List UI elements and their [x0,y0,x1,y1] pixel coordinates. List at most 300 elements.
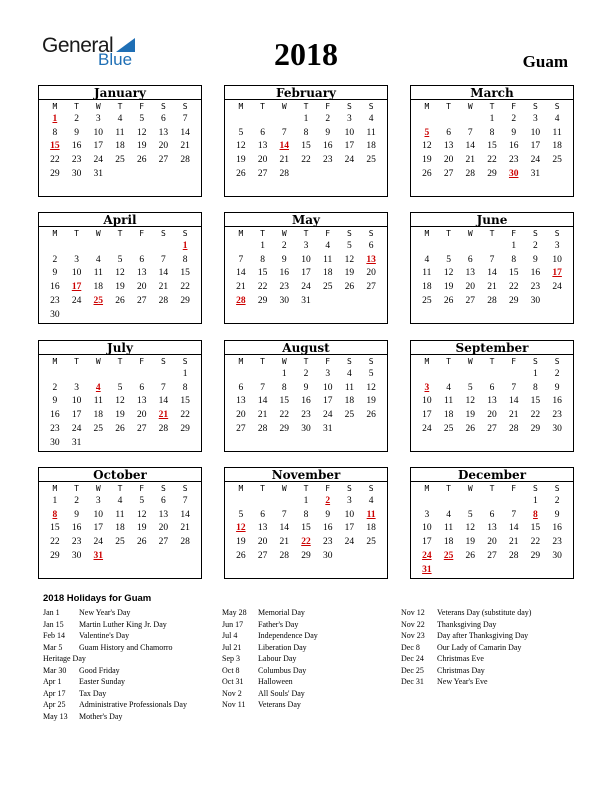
weekday-header: M [238,102,244,111]
weekday-header: T [117,102,123,111]
weekday-header: T [303,357,309,366]
holiday-date: Apr 25 [43,700,66,709]
holiday-date: Dec 31 [401,677,424,686]
day-cell: 22 [530,410,541,421]
day-cell: 10 [552,254,562,265]
day-cell: 7 [511,509,517,520]
day-cell: 13 [257,141,268,152]
day-cell: 3 [95,114,101,124]
weekday-header: T [117,484,123,493]
day-cell: 13 [136,268,147,279]
empty-cell [109,240,131,254]
month-grid [225,100,387,182]
empty-cell [230,113,252,127]
empty-cell [459,240,481,254]
day-cell: 14 [236,268,246,279]
weekday-header: T [303,229,309,238]
month-november [224,467,388,579]
day-cell: 9 [511,127,517,138]
holiday-entry [401,630,531,642]
month-grid [39,100,201,182]
day-cell: 13 [465,268,476,279]
day-cell: 5 [347,241,352,251]
month-may [224,212,388,324]
day-cell: 14 [508,523,519,534]
day-cell: 10 [422,396,432,407]
day-cell: 16 [71,523,82,534]
day-cell: 8 [511,254,517,265]
month-august [224,340,388,452]
day-cell: 15 [530,396,541,407]
empty-cell [66,240,88,254]
day-cell: 17 [93,523,104,534]
day-cell: 11 [422,268,432,279]
day-cell: 17 [344,141,355,152]
holiday-date: Jan 1 [43,608,60,617]
month-june [410,212,574,324]
month-september [410,340,574,452]
day-cell: 11 [323,254,333,265]
holiday-name: New Year's Eve [437,677,488,686]
empty-cell [416,240,438,254]
weekday-header: S [182,484,188,493]
day-cell: 4 [368,114,374,124]
day-cell: 1 [260,241,265,251]
empty-cell [438,495,460,509]
day-cell: 15 [301,523,311,534]
day-cell: 27 [158,537,169,548]
empty-cell [153,240,175,254]
holiday-entry [401,676,531,688]
day-cell: 10 [71,268,82,279]
day-cell: 24 [322,410,333,421]
holiday-entry [43,607,187,619]
holiday-date: Oct 31 [222,677,244,686]
day-cell: 12 [366,382,376,393]
day-cell: 18 [115,523,125,534]
weekday-header: M [238,357,244,366]
month-title: December [411,468,573,482]
holiday-date: Dec 8 [401,642,420,652]
day-cell: 24 [71,295,82,306]
day-cell: 28 [158,423,169,434]
weekday-header: F [325,357,331,366]
day-cell: 11 [552,127,562,138]
holiday-entry [222,619,318,631]
day-cell: 6 [139,382,145,393]
day-cell: 19 [115,410,125,421]
day-cell: 28 [508,550,519,561]
weekday-header: F [139,229,145,238]
day-cell: 6 [446,127,451,138]
holiday-name: Heritage Day [43,654,86,663]
day-cell: 3 [533,114,538,124]
day-cell: 15 [50,523,60,534]
weekday-header: S [533,357,538,366]
empty-cell [230,495,252,509]
day-cell: 7 [281,127,287,138]
weekday-header: T [260,102,265,111]
weekday-header: F [511,484,517,493]
weekday-header: W [95,102,101,111]
day-cell: 17 [301,268,311,279]
month-title: November [225,468,387,482]
weekday-header: F [511,229,517,238]
day-cell: 15 [180,268,190,279]
day-cell: 10 [530,127,541,138]
day-cell: 14 [279,523,290,534]
weekday-header: W [467,484,473,493]
day-cell: 10 [93,509,104,520]
day-cell: 23 [50,295,60,306]
month-title: August [225,341,387,355]
holiday-day-cell: 25 [93,295,104,306]
holiday-column [222,607,318,711]
day-cell: 30 [530,295,541,306]
holiday-entry [222,607,318,619]
month-title: February [225,86,387,100]
day-cell: 24 [552,282,562,293]
weekday-header: S [554,357,560,366]
day-cell: 3 [303,241,309,251]
day-cell: 2 [554,496,560,506]
weekday-header: M [52,357,58,366]
day-cell: 24 [93,537,104,548]
holiday-day-cell: 5 [424,127,430,138]
day-cell: 28 [279,550,290,561]
empty-cell [230,368,252,382]
holiday-day-cell: 17 [552,268,562,279]
day-cell: 19 [236,537,246,548]
day-cell: 11 [366,127,376,138]
holiday-entry [222,642,318,654]
day-cell: 1 [533,496,538,506]
day-cell: 23 [50,423,60,434]
weekday-header: T [117,229,123,238]
weekday-header: S [161,357,166,366]
holiday-name: Halloween [258,677,293,686]
day-cell: 9 [303,382,309,393]
day-cell: 26 [366,410,376,421]
logo-general-text: General [42,34,114,57]
day-cell: 12 [465,523,476,534]
day-cell: 12 [136,127,147,138]
day-cell: 18 [93,410,104,421]
day-cell: 22 [50,155,60,166]
day-cell: 19 [465,410,476,421]
day-cell: 29 [180,295,190,306]
holiday-date: Nov 12 [401,608,425,617]
day-cell: 11 [443,396,454,407]
month-title: June [411,213,573,227]
day-cell: 21 [257,410,268,421]
holiday-column [401,607,531,688]
holiday-name: Our Lady of Camarin Day [437,642,522,652]
weekday-header: W [95,357,101,366]
month-grid [225,227,387,309]
weekday-header: T [446,102,451,111]
day-cell: 29 [487,168,497,179]
holiday-day-cell: 28 [236,295,246,306]
holiday-name: Father's Day [258,619,299,629]
day-cell: 24 [344,537,355,548]
day-cell: 6 [161,496,166,506]
holiday-entry [222,630,318,642]
month-january [38,85,202,197]
month-december [410,467,574,579]
empty-cell [252,368,274,382]
holiday-date: May 28 [222,608,247,617]
day-cell: 21 [236,282,246,293]
holiday-date: May 13 [43,711,68,721]
empty-cell [459,113,481,127]
day-cell: 23 [322,155,333,166]
day-cell: 22 [180,410,190,421]
weekday-header: T [446,484,451,493]
weekday-header: S [161,484,166,493]
month-title: April [39,213,201,227]
holiday-name: New Year's Day [79,608,131,617]
day-cell: 19 [465,537,476,548]
empty-cell [438,113,460,127]
holiday-name: Memorial Day [258,608,305,617]
day-cell: 27 [465,295,476,306]
day-cell: 20 [487,537,497,548]
month-february [224,85,388,197]
holiday-name: All Souls' Day [258,688,305,698]
empty-cell [459,368,481,382]
empty-cell [87,368,109,382]
day-cell: 19 [236,155,246,166]
empty-cell [416,495,438,509]
day-cell: 5 [238,509,244,520]
day-cell: 4 [368,496,374,506]
empty-cell [481,495,503,509]
day-cell: 9 [74,127,79,138]
holiday-name: Tax Day [79,688,107,698]
day-cell: 4 [424,254,430,265]
holiday-date: Jul 4 [222,631,238,640]
holiday-day-cell: 8 [52,509,58,520]
day-cell: 18 [552,141,562,152]
day-cell: 15 [257,268,268,279]
weekday-header: F [325,229,331,238]
empty-cell [503,495,525,509]
day-cell: 15 [487,141,497,152]
holiday-date: Dec 24 [401,654,424,663]
day-cell: 16 [50,410,60,421]
holiday-day-cell: 24 [422,550,432,561]
day-cell: 25 [552,155,562,166]
day-cell: 7 [467,127,473,138]
holiday-day-cell: 12 [236,523,246,534]
weekday-header: M [424,229,430,238]
day-cell: 20 [136,410,147,421]
day-cell: 5 [467,382,473,393]
day-cell: 5 [117,382,123,393]
day-cell: 23 [71,537,82,548]
day-cell: 28 [279,168,290,179]
day-cell: 24 [93,155,104,166]
day-cell: 19 [443,282,454,293]
day-cell: 3 [325,369,331,379]
day-cell: 18 [115,141,125,152]
day-cell: 30 [71,168,82,179]
weekday-header: S [347,357,352,366]
day-cell: 16 [279,268,290,279]
month-title: July [39,341,201,355]
holiday-day-cell: 13 [366,254,376,265]
day-cell: 5 [139,496,145,506]
weekday-header: M [52,484,58,493]
holiday-date: Dec 25 [401,665,424,675]
day-cell: 3 [74,254,79,265]
empty-cell [459,495,481,509]
day-cell: 4 [446,382,451,393]
day-cell: 13 [236,396,246,407]
month-title: October [39,468,201,482]
day-cell: 11 [93,268,103,279]
day-cell: 8 [303,509,309,520]
day-cell: 8 [281,382,287,393]
day-cell: 26 [136,155,147,166]
day-cell: 24 [301,282,311,293]
weekday-header: T [74,357,79,366]
day-cell: 26 [115,423,125,434]
weekday-header: S [161,102,166,111]
day-cell: 2 [303,369,309,379]
day-cell: 14 [180,127,190,138]
holiday-day-cell: 21 [158,410,169,421]
day-cell: 2 [281,241,287,251]
day-cell: 16 [322,141,333,152]
day-cell: 25 [322,282,333,293]
day-cell: 27 [158,155,169,166]
day-cell: 12 [465,396,476,407]
day-cell: 15 [508,268,519,279]
weekday-header: T [260,229,265,238]
holiday-entry [222,665,318,677]
holiday-date: Jul 21 [222,642,242,652]
holiday-name: Administrative Professionals Day [79,700,187,709]
day-cell: 30 [279,295,290,306]
weekday-header: M [424,102,430,111]
weekday-header: M [238,229,244,238]
holiday-name: Labour Day [258,654,297,663]
holiday-date: Apr 17 [43,688,66,698]
weekday-header: T [74,102,79,111]
day-cell: 1 [52,496,58,506]
day-cell: 4 [446,509,451,520]
month-grid [39,482,201,564]
day-cell: 27 [487,423,497,434]
day-cell: 15 [301,141,311,152]
day-cell: 15 [180,396,190,407]
day-cell: 16 [71,141,82,152]
day-cell: 6 [161,114,166,124]
calendar-year: 2018 [274,36,338,72]
weekday-header: F [511,357,517,366]
holiday-day-cell: 8 [533,509,538,520]
weekday-header: S [368,102,374,111]
holiday-date: Nov 2 [222,688,242,698]
day-cell: 20 [443,155,454,166]
day-cell: 19 [115,282,125,293]
day-cell: 29 [508,295,519,306]
day-cell: 25 [344,410,355,421]
holiday-date: Mar 5 [43,642,63,652]
holiday-name: Columbus Day [258,665,307,675]
holiday-entry [222,653,318,665]
holiday-entry [401,642,531,654]
day-cell: 27 [136,295,147,306]
holiday-entry [43,665,187,677]
day-cell: 14 [158,268,169,279]
day-cell: 8 [182,254,188,265]
day-cell: 20 [136,282,147,293]
day-cell: 29 [180,423,190,434]
weekday-header: W [95,484,101,493]
weekday-header: W [281,484,287,493]
day-cell: 13 [136,396,147,407]
month-title: May [225,213,387,227]
day-cell: 2 [533,241,538,251]
day-cell: 3 [347,496,352,506]
day-cell: 27 [443,168,454,179]
day-cell: 5 [446,254,451,265]
day-cell: 18 [322,268,333,279]
weekday-header: T [117,357,123,366]
day-cell: 21 [180,523,190,534]
holiday-date: Nov 22 [401,619,425,629]
empty-cell [252,113,274,127]
holiday-entry [222,676,318,688]
weekday-header: T [303,102,309,111]
day-cell: 25 [115,155,125,166]
day-cell: 21 [465,155,476,166]
weekday-header: T [260,484,265,493]
day-cell: 25 [443,423,454,434]
month-grid [411,355,573,437]
month-grid [39,355,201,450]
day-cell: 11 [115,509,125,520]
day-cell: 28 [180,155,190,166]
day-cell: 9 [325,509,331,520]
day-cell: 20 [158,141,169,152]
weekday-header: F [325,102,331,111]
day-cell: 22 [279,410,290,421]
month-october [38,467,202,579]
day-cell: 13 [487,396,497,407]
day-cell: 13 [158,509,169,520]
holiday-name: Good Friday [79,665,120,675]
day-cell: 9 [52,268,58,279]
day-cell: 11 [93,396,103,407]
day-cell: 21 [508,410,519,421]
day-cell: 18 [93,282,104,293]
holiday-entry [401,619,531,631]
day-cell: 1 [533,369,538,379]
weekday-header: W [281,357,287,366]
day-cell: 31 [93,168,104,179]
day-cell: 26 [443,295,454,306]
holiday-date: Sep 3 [222,654,240,663]
weekday-header: M [52,102,58,111]
empty-cell [153,368,175,382]
holiday-entry [43,630,187,642]
day-cell: 28 [257,423,268,434]
day-cell: 14 [180,509,190,520]
